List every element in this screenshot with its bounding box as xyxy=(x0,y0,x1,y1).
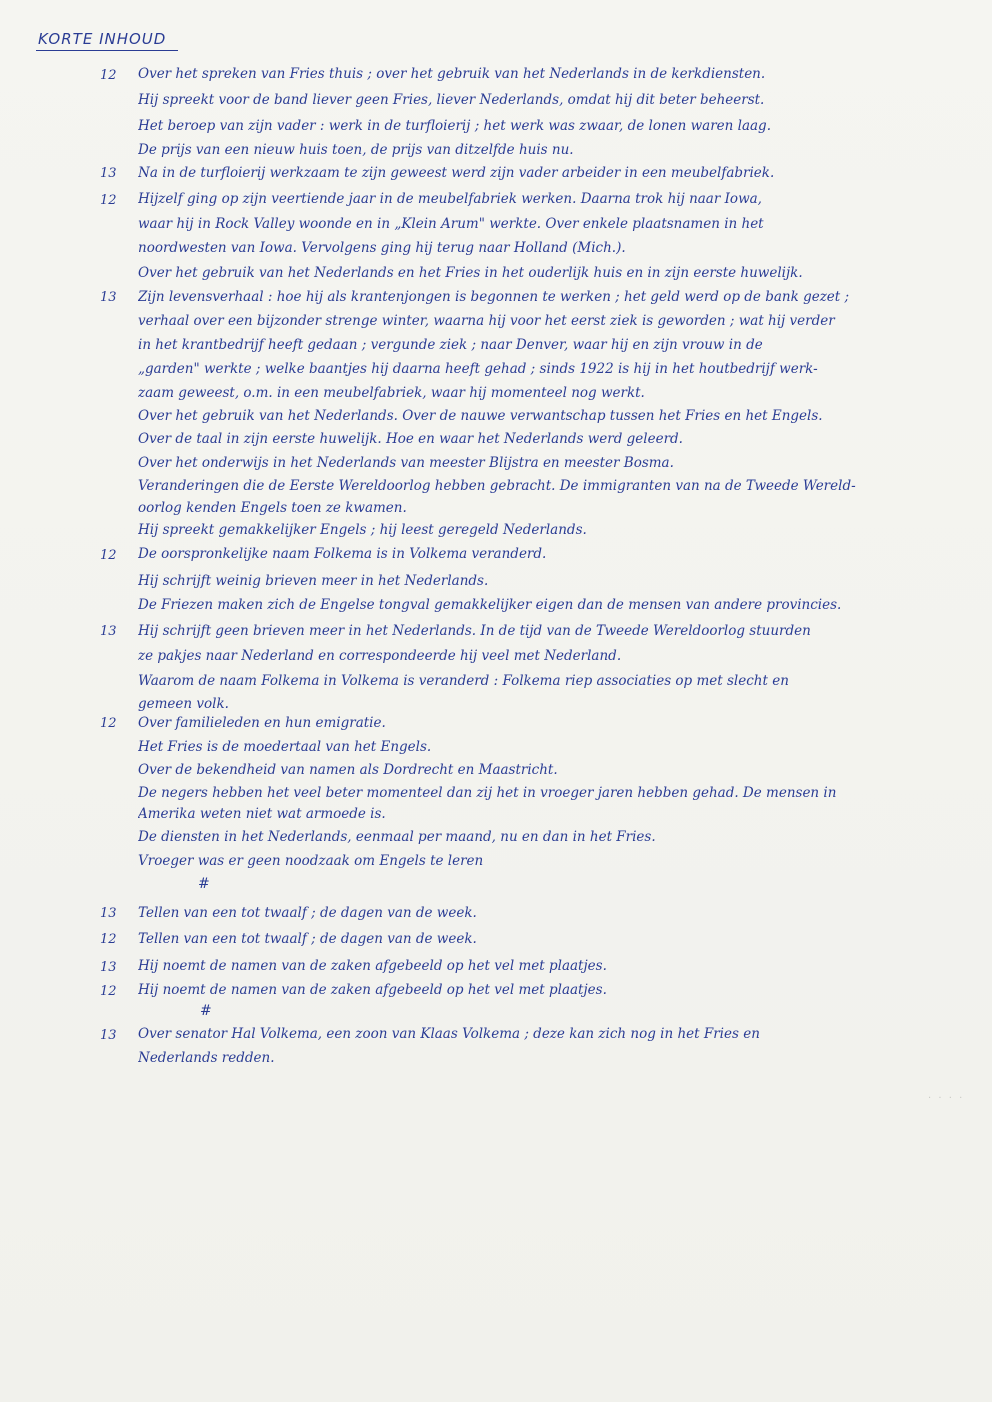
text-line: Nederlands redden. xyxy=(138,1050,275,1066)
margin-number: 13 xyxy=(100,290,117,305)
text-line: Over senator Hal Volkema, een zoon van Klaas Volkema ; deze kan zich nog in het Fries en xyxy=(138,1026,760,1042)
text-line: in het krantbedrijf heeft gedaan ; vergunde ziek ; naar Denver, waar hij en zijn vrouw in de xyxy=(138,337,763,353)
text-line: „garden" werkte ; welke baantjes hij daarna heeft gehad ; sinds 1922 is hij in het houtbedrijf werk- xyxy=(138,361,818,377)
text-line: waar hij in Rock Valley woonde en in „Klein Arum" werkte. Over enkele plaatsnamen in het xyxy=(138,216,764,232)
text-line: noordwesten van Iowa. Vervolgens ging hij terug naar Holland (Mich.). xyxy=(138,240,626,256)
title-underline xyxy=(36,50,178,51)
page-title: KORTE INHOUD xyxy=(38,30,167,48)
text-line: De prijs van een nieuw huis toen, de prijs van ditzelfde huis nu. xyxy=(138,142,574,158)
text-line: Na in de turfloierij werkzaam te zijn geweest werd zijn vader arbeider in een meubelfabriek. xyxy=(138,165,775,181)
text-line: De oorspronkelijke naam Folkema is in Volkema veranderd. xyxy=(138,546,547,562)
margin-number: 12 xyxy=(100,932,117,947)
text-line: Over de taal in zijn eerste huwelijk. Hoe en waar het Nederlands werd geleerd. xyxy=(138,431,683,447)
text-line: Veranderingen die de Eerste Wereldoorlog hebben gebracht. De immigranten van na de Tweede Wereld- xyxy=(138,478,856,494)
text-line: De Friezen maken zich de Engelse tongval gemakkelijker eigen dan de mensen van andere provincies. xyxy=(138,597,842,613)
margin-number: 13 xyxy=(100,624,117,639)
margin-number: 12 xyxy=(100,716,117,731)
text-line: Over de bekendheid van namen als Dordrecht en Maastricht. xyxy=(138,762,558,778)
margin-number: 12 xyxy=(100,984,117,999)
section-separator: # xyxy=(198,876,210,892)
text-line: Tellen van een tot twaalf ; de dagen van de week. xyxy=(138,905,477,921)
text-line: Hij spreekt voor de band liever geen Fries, liever Nederlands, omdat hij dit beter beheerst. xyxy=(138,92,765,108)
margin-number: 12 xyxy=(100,548,117,563)
text-line: ze pakjes naar Nederland en correspondeerde hij veel met Nederland. xyxy=(138,648,622,664)
margin-number: 13 xyxy=(100,166,117,181)
text-line: Het Fries is de moedertaal van het Engels. xyxy=(138,739,432,755)
text-line: Amerika weten niet wat armoede is. xyxy=(138,806,386,822)
text-line: verhaal over een bijzonder strenge winter, waarna hij voor het eerst ziek is geworden ; wat hij verder xyxy=(138,313,835,329)
text-line: Vroeger was er geen noodzaak om Engels te leren xyxy=(138,853,484,869)
text-line: Hij schrijft geen brieven meer in het Nederlands. In de tijd van de Tweede Wereldoorlog stuurden xyxy=(138,623,811,639)
paper-smudge: . . . . xyxy=(928,1090,965,1101)
text-line: oorlog kenden Engels toen ze kwamen. xyxy=(138,500,407,516)
text-line: Over het gebruik van het Nederlands en het Fries in het ouderlijk huis en in zijn eerste huwelijk. xyxy=(138,265,803,281)
text-line: Hij schrijft weinig brieven meer in het Nederlands. xyxy=(138,573,489,589)
text-line: gemeen volk. xyxy=(138,696,229,712)
margin-number: 12 xyxy=(100,193,117,208)
margin-number: 13 xyxy=(100,906,117,921)
text-line: Over familieleden en hun emigratie. xyxy=(138,715,386,731)
text-line: Zijn levensverhaal : hoe hij als krantenjongen is begonnen te werken ; het geld werd op de bank gezet ; xyxy=(138,289,850,305)
text-line: Hij noemt de namen van de zaken afgebeeld op het vel met plaatjes. xyxy=(138,958,607,974)
margin-number: 13 xyxy=(100,1028,117,1043)
margin-number: 12 xyxy=(100,68,117,83)
margin-number: 13 xyxy=(100,960,117,975)
text-line: Waarom de naam Folkema in Volkema is veranderd : Folkema riep associaties op met slecht en xyxy=(138,673,789,689)
text-line: De diensten in het Nederlands, eenmaal per maand, nu en dan in het Fries. xyxy=(138,829,656,845)
text-line: Over het onderwijs in het Nederlands van meester Blijstra en meester Bosma. xyxy=(138,455,674,471)
text-line: Hij spreekt gemakkelijker Engels ; hij leest geregeld Nederlands. xyxy=(138,522,587,538)
text-line: Over het spreken van Fries thuis ; over het gebruik van het Nederlands in de kerkdiensten. xyxy=(138,66,766,82)
text-line: zaam geweest, o.m. in een meubelfabriek, waar hij momenteel nog werkt. xyxy=(138,385,645,401)
section-separator: # xyxy=(200,1003,212,1019)
text-line: Het beroep van zijn vader : werk in de turfloierij ; het werk was zwaar, de lonen waren laag. xyxy=(138,118,771,134)
text-line: Tellen van een tot twaalf ; de dagen van de week. xyxy=(138,931,477,947)
text-line: Over het gebruik van het Nederlands. Over de nauwe verwantschap tussen het Fries en het Engels. xyxy=(138,408,823,424)
text-line: Hij noemt de namen van de zaken afgebeeld op het vel met plaatjes. xyxy=(138,982,607,998)
text-line: De negers hebben het veel beter momenteel dan zij het in vroeger jaren hebben gehad. De mensen in xyxy=(138,785,837,801)
text-line: Hijzelf ging op zijn veertiende jaar in de meubelfabriek werken. Daarna trok hij naar Iowa, xyxy=(138,191,762,207)
